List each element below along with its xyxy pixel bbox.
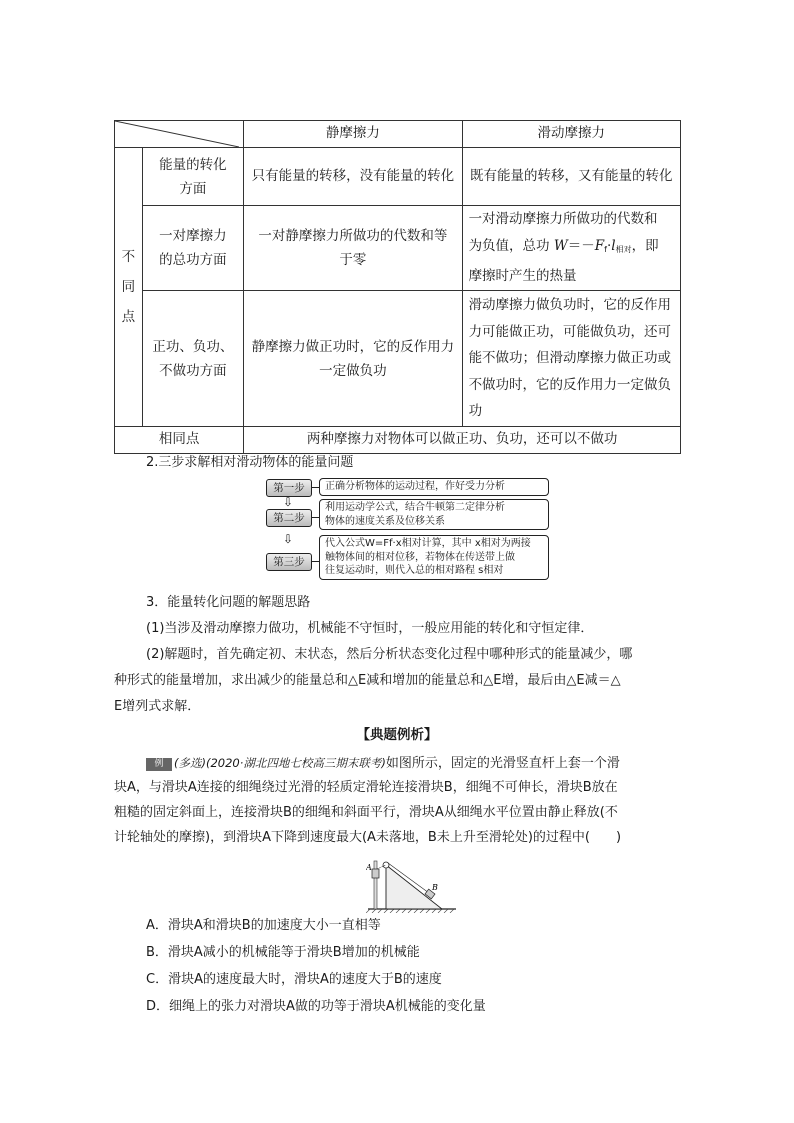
- row-label-energy-conversion: 能量的转化 方面: [142, 148, 244, 206]
- cell-static-reaction: 静摩擦力做正功时，它的反作用力 一定做负功: [244, 291, 462, 427]
- down-arrow-icon: ⇩: [283, 495, 294, 509]
- example-title: 【典题例析】: [356, 727, 438, 743]
- example-line-4: 计轮轴处的摩擦)，到滑块A下降到速度最大(A未落地，B未上升至滑轮处)的过程中( ): [114, 830, 622, 845]
- paragraph-1: (1)当涉及滑动摩擦力做功，机械能不守恒时，一般应用能的转化和守恒定律．: [146, 621, 594, 636]
- row-label-common: 相同点: [115, 427, 244, 454]
- steps-flowchart: [266, 477, 556, 583]
- example-line-1: 例 (多选)(2020·湖北四地七校高三期末联考)如图所示，固定的光滑竖直杆上套一个滑: [146, 750, 686, 777]
- example-badge: 例: [146, 758, 172, 771]
- cell-sliding-total-work: 一对滑动摩擦力所做功的代数和 为负值，总功 $W=-F_f\cdot l_{相对}$，即 摩擦时产生的热量: [462, 206, 680, 291]
- paragraph-2-line-2: 种形式的能量增加，求出减少的能量总和△E减和增加的能量总和△E增，最后由△E减＝△: [114, 673, 621, 688]
- connector-line: [312, 561, 319, 562]
- example-line-3: 粗糙的固定斜面上，连接滑块B的细绳和斜面平行，滑块A从细绳水平位置由静止释放(不: [114, 805, 618, 820]
- option-c[interactable]: C．滑块A的速度最大时，滑块A的速度大于B的速度: [146, 972, 442, 987]
- option-b[interactable]: B．滑块A减小的机械能等于滑块B增加的机械能: [146, 945, 420, 960]
- step-1-description: 正确分析物体的运动过程，作好受力分析: [319, 478, 549, 496]
- step-3-label: 第三步: [266, 553, 312, 571]
- cell-sliding-reaction: 滑动摩擦力做负功时，它的反作用 力可能做正功，可能做负功，还可 能不做功；但滑动摩擦力做正功或 不做功时，它的反作用力一定做负 功: [462, 291, 680, 427]
- step-3-description: 代入公式W=Ff·x相对计算，其中 x相对为两接 触物体间的相对位移，若物体在传送带上做 往复运动时，则代入总的相对路程 s相对: [319, 535, 549, 580]
- paragraph-2-line-3: E增列式求解．: [114, 699, 201, 714]
- figure-label-b: B: [432, 883, 438, 892]
- option-a[interactable]: A．滑块A和滑块B的加速度大小一直相等: [146, 918, 381, 933]
- row-label-positive-negative-work: 正功、负功、 不做功方面: [142, 291, 244, 427]
- step-1-label: 第一步: [266, 479, 312, 497]
- cell-static-total-work: 一对静摩擦力所做功的代数和等 于零: [244, 206, 462, 291]
- example-line-2: 块A，与滑块A连接的细绳绕过光滑的轻质定滑轮连接滑块B，细绳不可伸长，滑块B放在: [114, 780, 618, 795]
- pulley-incline-figure: [366, 857, 458, 913]
- header-sliding-friction: 滑动摩擦力: [462, 121, 680, 148]
- comparison-table: [114, 120, 681, 454]
- section-2-heading: 2.三步求解相对滑动物体的能量问题: [146, 455, 354, 470]
- figure-label-a: A: [366, 863, 372, 872]
- connector-line: [312, 517, 319, 518]
- cell-static-energy: 只有能量的转移，没有能量的转化: [244, 148, 462, 206]
- connector-line: [312, 487, 319, 488]
- cell-common: 两种摩擦力对物体可以做正功、负功，还可以不做功: [244, 427, 681, 454]
- diagonal-header-cell: [115, 121, 244, 148]
- paragraph-2-line-1: (2)解题时，首先确定初、末状态，然后分析状态变化过程中哪种形式的能量减少，哪: [146, 647, 633, 662]
- step-2-label: 第二步: [266, 509, 312, 527]
- row-label-total-work: 一对摩擦力 的总功方面: [142, 206, 244, 291]
- cell-sliding-energy: 既有能量的转移，又有能量的转化: [462, 148, 680, 206]
- down-arrow-icon: ⇩: [283, 532, 294, 546]
- header-static-friction: 静摩擦力: [244, 121, 462, 148]
- group-label-different: 不 同 点: [115, 148, 143, 427]
- diagonal-line: [115, 121, 239, 147]
- option-d[interactable]: D．细绳上的张力对滑块A做的功等于滑块A机械能的变化量: [146, 999, 486, 1014]
- step-2-description: 利用运动学公式，结合牛顿第二定律分析 物体的速度关系及位移关系: [319, 499, 549, 530]
- section-3-heading: 3．能量转化问题的解题思路: [146, 595, 311, 610]
